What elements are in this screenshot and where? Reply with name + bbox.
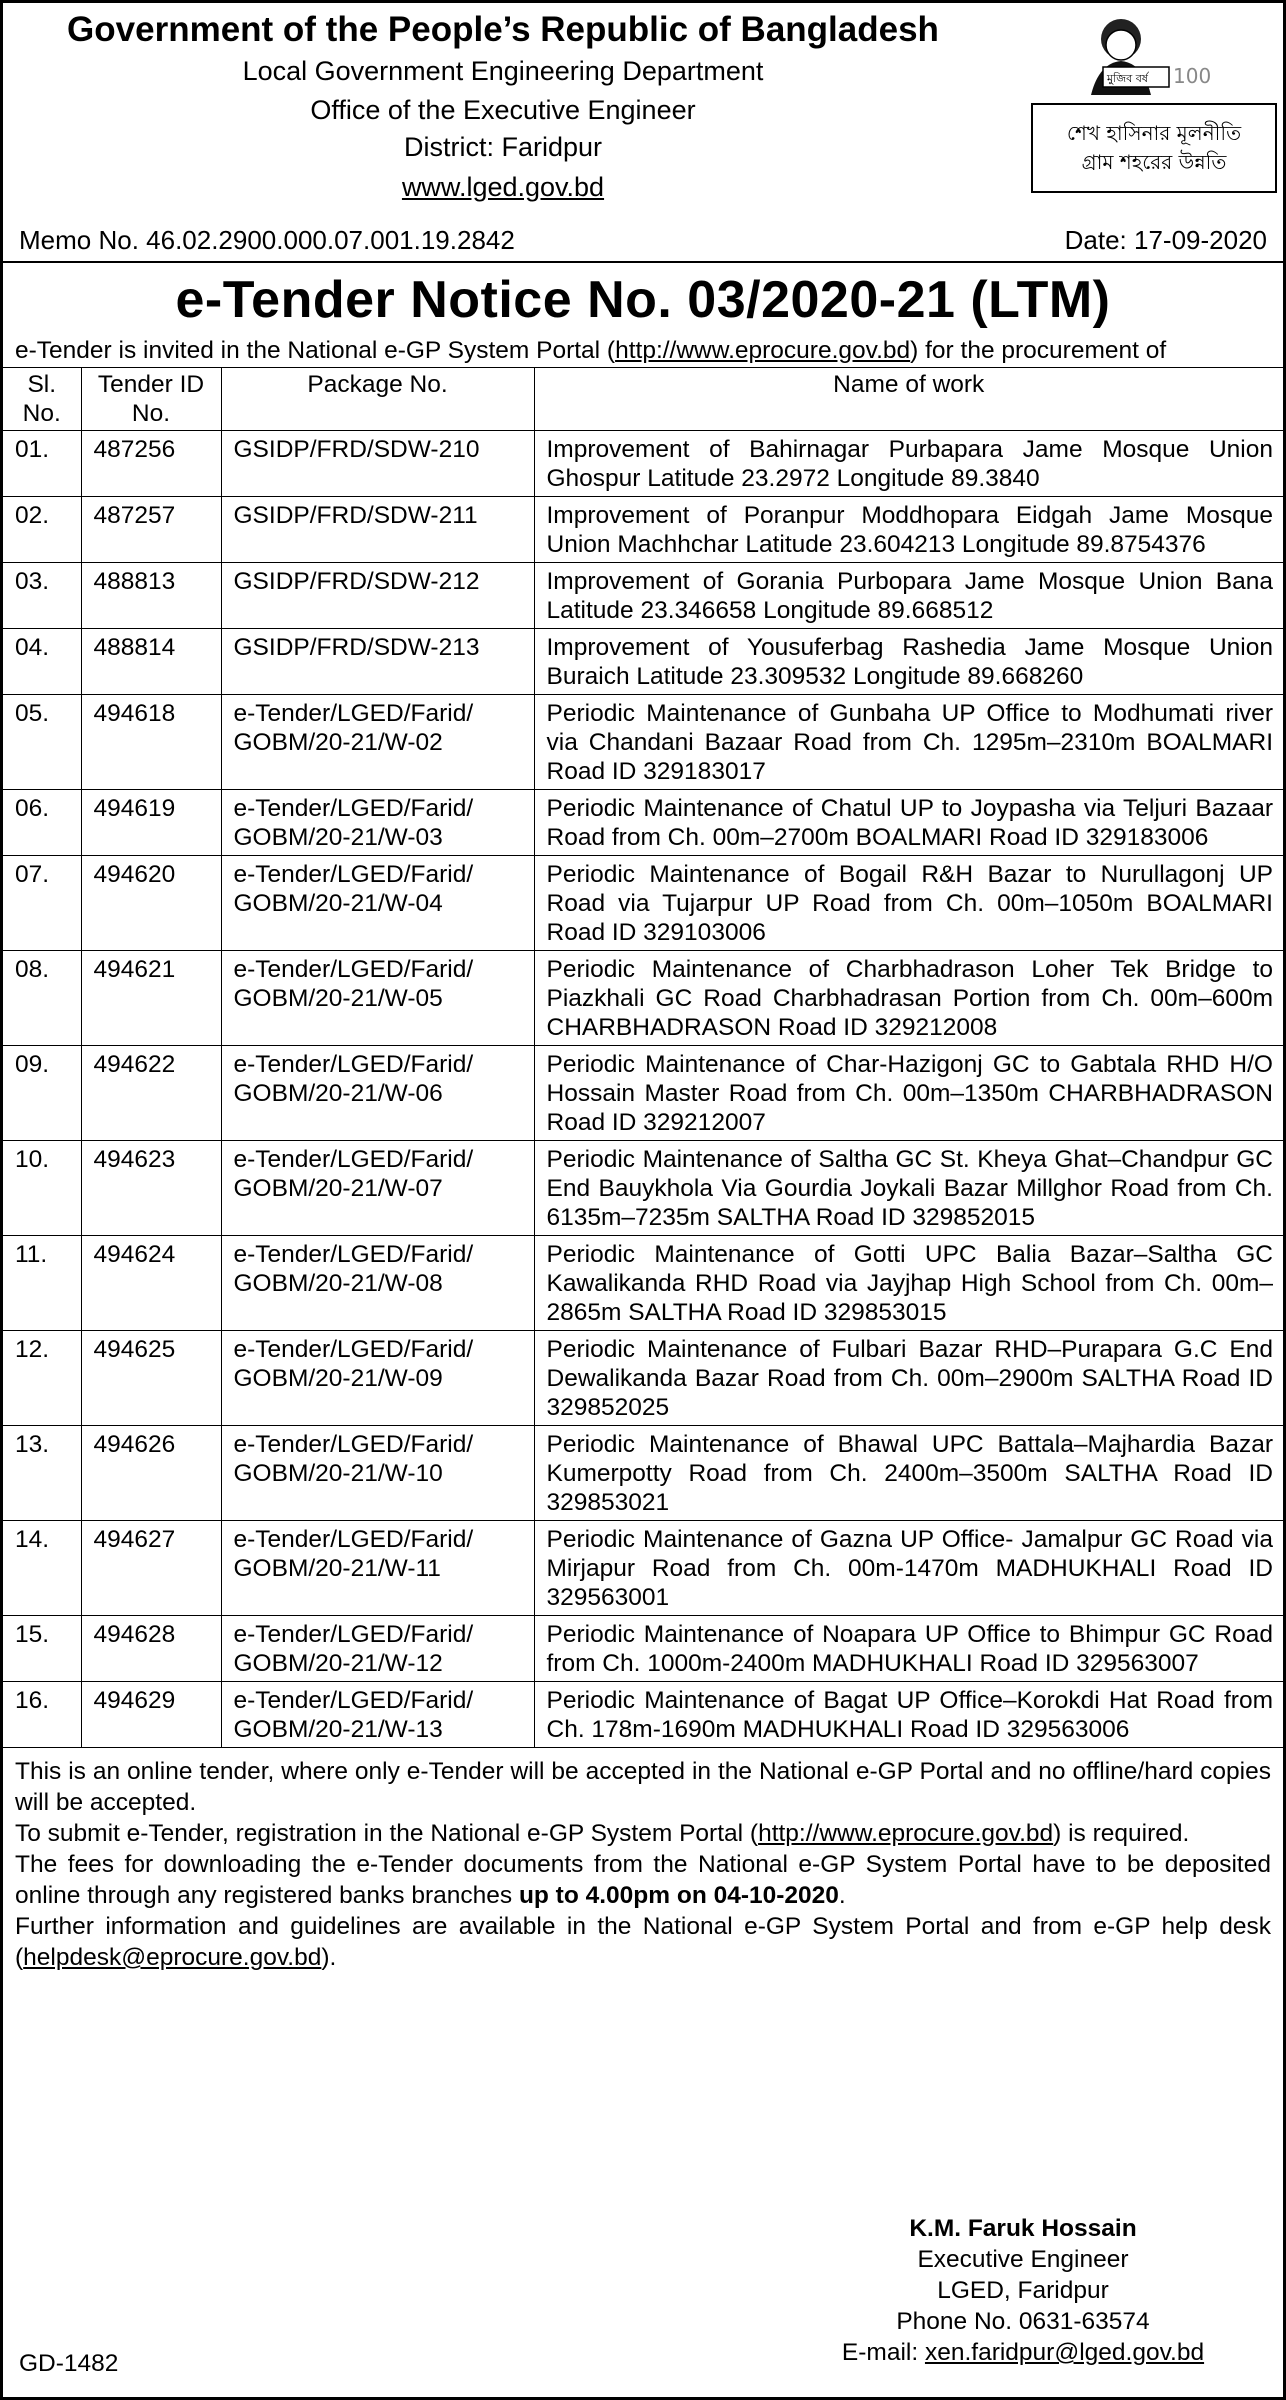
terms-section — [3, 1748, 1283, 1973]
cell-work: Periodic Maintenance of Char-Hazigonj GC to Gabtala RHD H/O Hossain Master Road from Ch. 00m–1350m CHARBHADRASON Road ID 329212007 — [534, 1046, 1283, 1141]
cell-work: Improvement of Poranpur Moddhopara Eidgah Jame Mosque Union Machhchar Latitude 23.604213 Longitude 89.8754376 — [534, 497, 1283, 563]
cell-sl: 10. — [3, 1141, 81, 1236]
terms-helpdesk-text: Further information and guidelines are available in the National e-GP System Portal and from e-GP help desk ( — [15, 1913, 1271, 1971]
cell-package: e-Tender/LGED/Farid/ GOBM/20-21/W-07 — [221, 1141, 534, 1236]
memo-number: Memo No. 46.02.2900.000.07.001.19.2842 — [19, 225, 515, 255]
cell-tender-id: 494625 — [81, 1331, 221, 1426]
table-row — [3, 1616, 1283, 1682]
cell-tender-id: 494624 — [81, 1236, 221, 1331]
cell-package: GSIDP/FRD/SDW-211 — [221, 497, 534, 563]
slogan-box — [1031, 103, 1277, 193]
svg-text:মুজিব বর্ষ: মুজিব বর্ষ — [1107, 72, 1148, 85]
cell-sl: 16. — [3, 1682, 81, 1748]
intro-text — [3, 335, 1283, 367]
tender-table — [3, 367, 1283, 1748]
signatory-org: LGED, Faridpur — [937, 2277, 1109, 2304]
cell-work: Periodic Maintenance of Saltha GC St. Kheya Ghat–Chandpur GC End Bauykhola Via Gourdia Joykali Bazar Millghor Road from Ch. 6135m–7235m SALTHA Road ID 329852015 — [534, 1141, 1283, 1236]
cell-sl: 03. — [3, 563, 81, 629]
table-row — [3, 695, 1283, 790]
cell-sl: 09. — [3, 1046, 81, 1141]
cell-work: Periodic Maintenance of Noapara UP Office to Bhimpur GC Road from Ch. 1000m-2400m MADHUKHALI Road ID 329563007 — [534, 1616, 1283, 1682]
cell-tender-id: 494622 — [81, 1046, 221, 1141]
cell-tender-id: 494621 — [81, 951, 221, 1046]
cell-sl: 15. — [3, 1616, 81, 1682]
table-row — [3, 951, 1283, 1046]
cell-sl: 13. — [3, 1426, 81, 1521]
cell-tender-id: 494629 — [81, 1682, 221, 1748]
table-row — [3, 790, 1283, 856]
cell-work: Periodic Maintenance of Chatul UP to Joypasha via Teljuri Bazaar Road from Ch. 00m–2700m BOALMARI Road ID 329183006 — [534, 790, 1283, 856]
table-row — [3, 1426, 1283, 1521]
helpdesk-email-link[interactable]: helpdesk@eprocure.gov.bd — [23, 1944, 322, 1971]
cell-tender-id: 494628 — [81, 1616, 221, 1682]
col-header-sl: Sl. No. — [3, 368, 81, 431]
terms-registration-end: ) is required. — [1053, 1820, 1190, 1847]
cell-work: Periodic Maintenance of Charbhadrason Loher Tek Bridge to Piazkhali GC Road Charbhadrasan Portion from Ch. 00m–600m CHARBHADRASON Road ID 329212008 — [534, 951, 1283, 1046]
signatory-phone: Phone No. 0631-63574 — [896, 2308, 1150, 2335]
cell-package: GSIDP/FRD/SDW-213 — [221, 629, 534, 695]
district-name: District: Faridpur — [403, 132, 603, 162]
cell-work: Improvement of Yousuferbag Rashedia Jame Mosque Union Buraich Latitude 23.309532 Longitude 89.668260 — [534, 629, 1283, 695]
cell-package: GSIDP/FRD/SDW-212 — [221, 563, 534, 629]
cell-sl: 06. — [3, 790, 81, 856]
website-link[interactable]: www.lged.gov.bd — [401, 172, 605, 202]
cell-sl: 08. — [3, 951, 81, 1046]
cell-package: e-Tender/LGED/Farid/ GOBM/20-21/W-05 — [221, 951, 534, 1046]
cell-tender-id: 494619 — [81, 790, 221, 856]
col-header-tender-id: Tender ID No. — [81, 368, 221, 431]
cell-work: Improvement of Gorania Purbopara Jame Mosque Union Bana Latitude 23.346658 Longitude 89.668512 — [534, 563, 1283, 629]
intro-after: ) for the procurement of — [910, 337, 1167, 364]
cell-work: Periodic Maintenance of Bagat UP Office–Korokdi Hat Road from Ch. 178m-1690m MADHUKHALI Road ID 329563006 — [534, 1682, 1283, 1748]
cell-tender-id: 494620 — [81, 856, 221, 951]
gd-number: GD-1482 — [19, 2350, 119, 2377]
cell-tender-id: 488813 — [81, 563, 221, 629]
terms-helpdesk-end: ). — [321, 1944, 337, 1971]
table-row — [3, 1236, 1283, 1331]
cell-package: e-Tender/LGED/Farid/ GOBM/20-21/W-03 — [221, 790, 534, 856]
terms-fees-text: The fees for downloading the e-Tender documents from the National e-GP System Portal have to be deposited online through any registered banks branches — [15, 1851, 1271, 1909]
cell-tender-id: 487257 — [81, 497, 221, 563]
office-name: Office of the Executive Engineer — [310, 95, 696, 125]
cell-sl: 11. — [3, 1236, 81, 1331]
cell-sl: 01. — [3, 431, 81, 497]
terms-helpdesk — [15, 1911, 1271, 1973]
terms-online-only: This is an online tender, where only e-Tender will be accepted in the National e-GP Portal and no offline/hard copies will be accepted. — [15, 1758, 1271, 1816]
table-row — [3, 1331, 1283, 1426]
signatory-email-link[interactable]: xen.faridpur@lged.gov.bd — [924, 2339, 1205, 2366]
table-row — [3, 856, 1283, 951]
cell-package: e-Tender/LGED/Farid/ GOBM/20-21/W-11 — [221, 1521, 534, 1616]
cell-tender-id: 494623 — [81, 1141, 221, 1236]
cell-sl: 02. — [3, 497, 81, 563]
cell-package: e-Tender/LGED/Farid/ GOBM/20-21/W-06 — [221, 1046, 534, 1141]
cell-package: e-Tender/LGED/Farid/ GOBM/20-21/W-04 — [221, 856, 534, 951]
intro-before: e-Tender is invited in the National e-GP System Portal ( — [15, 337, 616, 364]
cell-package: e-Tender/LGED/Farid/ GOBM/20-21/W-08 — [221, 1236, 534, 1331]
signatory-title: Executive Engineer — [917, 2246, 1129, 2273]
table-row — [3, 563, 1283, 629]
cell-work: Periodic Maintenance of Gunbaha UP Office to Modhumati river via Chandani Bazaar Road from Ch. 1295m–2310m BOALMARI Road ID 329183017 — [534, 695, 1283, 790]
cell-sl: 12. — [3, 1331, 81, 1426]
deadline-text: up to 4.00pm on 04-10-2020 — [518, 1882, 839, 1909]
table-row — [3, 1141, 1283, 1236]
table-row — [3, 497, 1283, 563]
terms-fees-end: . — [838, 1882, 846, 1909]
government-title: Government of the People’s Republic of Bangladesh — [67, 10, 939, 49]
header-divider — [3, 261, 1283, 263]
cell-sl: 04. — [3, 629, 81, 695]
table-row — [3, 1521, 1283, 1616]
cell-tender-id: 488814 — [81, 629, 221, 695]
cell-package: e-Tender/LGED/Farid/ GOBM/20-21/W-09 — [221, 1331, 534, 1426]
registration-portal-link[interactable]: http://www.eprocure.gov.bd — [758, 1820, 1054, 1847]
cell-tender-id: 487256 — [81, 431, 221, 497]
cell-work: Periodic Maintenance of Gotti UPC Balia Bazar–Saltha GC Kawalikanda RHD Road via Jayjhap High School from Ch. 00m–2865m SALTHA Road ID 329853015 — [534, 1236, 1283, 1331]
cell-work: Periodic Maintenance of Gazna UP Office- Jamalpur GC Road via Mirjapur Road from Ch. 00m-1470m MADHUKHALI Road ID 329563001 — [534, 1521, 1283, 1616]
tender-rows — [3, 431, 1283, 1748]
svg-text:100: 100 — [1173, 64, 1212, 88]
slogan-line-1: শেখ হাসিনার মূলনীতি — [1066, 121, 1242, 145]
cell-tender-id: 494626 — [81, 1426, 221, 1521]
cell-work: Improvement of Bahirnagar Purbapara Jame Mosque Union Ghospur Latitude 23.2972 Longitude 89.3840 — [534, 431, 1283, 497]
signatory-name: K.M. Faruk Hossain — [909, 2215, 1137, 2242]
table-row — [3, 431, 1283, 497]
table-header-row — [3, 368, 1283, 431]
cell-package: e-Tender/LGED/Farid/ GOBM/20-21/W-02 — [221, 695, 534, 790]
cell-tender-id: 494627 — [81, 1521, 221, 1616]
cell-sl: 14. — [3, 1521, 81, 1616]
letterhead — [3, 3, 1283, 265]
signatory-email-line — [803, 2337, 1243, 2368]
table-row — [3, 629, 1283, 695]
table-row — [3, 1046, 1283, 1141]
department-name: Local Government Engineering Department — [242, 56, 764, 86]
col-header-package: Package No. — [221, 368, 534, 431]
cell-sl: 05. — [3, 695, 81, 790]
cell-package: e-Tender/LGED/Farid/ GOBM/20-21/W-13 — [221, 1682, 534, 1748]
terms-registration-text: To submit e-Tender, registration in the National e-GP System Portal ( — [15, 1820, 759, 1847]
cell-tender-id: 494618 — [81, 695, 221, 790]
eprocure-link[interactable]: http://www.eprocure.gov.bd — [615, 337, 911, 364]
table-row — [3, 1682, 1283, 1748]
cell-work: Periodic Maintenance of Fulbari Bazar RHD–Purapara G.C End Dewalikanda Bazar Road from Ch. 00m–2900m SALTHA Road ID 329852025 — [534, 1331, 1283, 1426]
signature-block — [803, 2213, 1243, 2368]
col-header-work: Name of work — [534, 368, 1283, 431]
cell-package: e-Tender/LGED/Farid/ GOBM/20-21/W-12 — [221, 1616, 534, 1682]
terms-fees — [15, 1849, 1271, 1911]
notice-title: e-Tender Notice No. 03/2020-21 (LTM) — [175, 271, 1111, 329]
cell-sl: 07. — [3, 856, 81, 951]
email-label: E-mail: — [841, 2339, 925, 2366]
cell-work: Periodic Maintenance of Bogail R&H Bazar to Nurullagonj UP Road via Tujarpur UP Road from Ch. 00m–1050m BOALMARI Road ID 329103006 — [534, 856, 1283, 951]
slogan-line-2: গ্রাম শহরের উন্নতি — [1081, 150, 1227, 174]
notice-date: Date: 17-09-2020 — [1064, 225, 1267, 255]
mujib-borsho-logo-icon — [1073, 9, 1213, 95]
cell-package: GSIDP/FRD/SDW-210 — [221, 431, 534, 497]
terms-registration — [15, 1818, 1271, 1849]
cell-package: e-Tender/LGED/Farid/ GOBM/20-21/W-10 — [221, 1426, 534, 1521]
cell-work: Periodic Maintenance of Bhawal UPC Battala–Majhardia Bazar Kumerpotty Road from Ch. 2400m–3500m SALTHA Road ID 329853021 — [534, 1426, 1283, 1521]
